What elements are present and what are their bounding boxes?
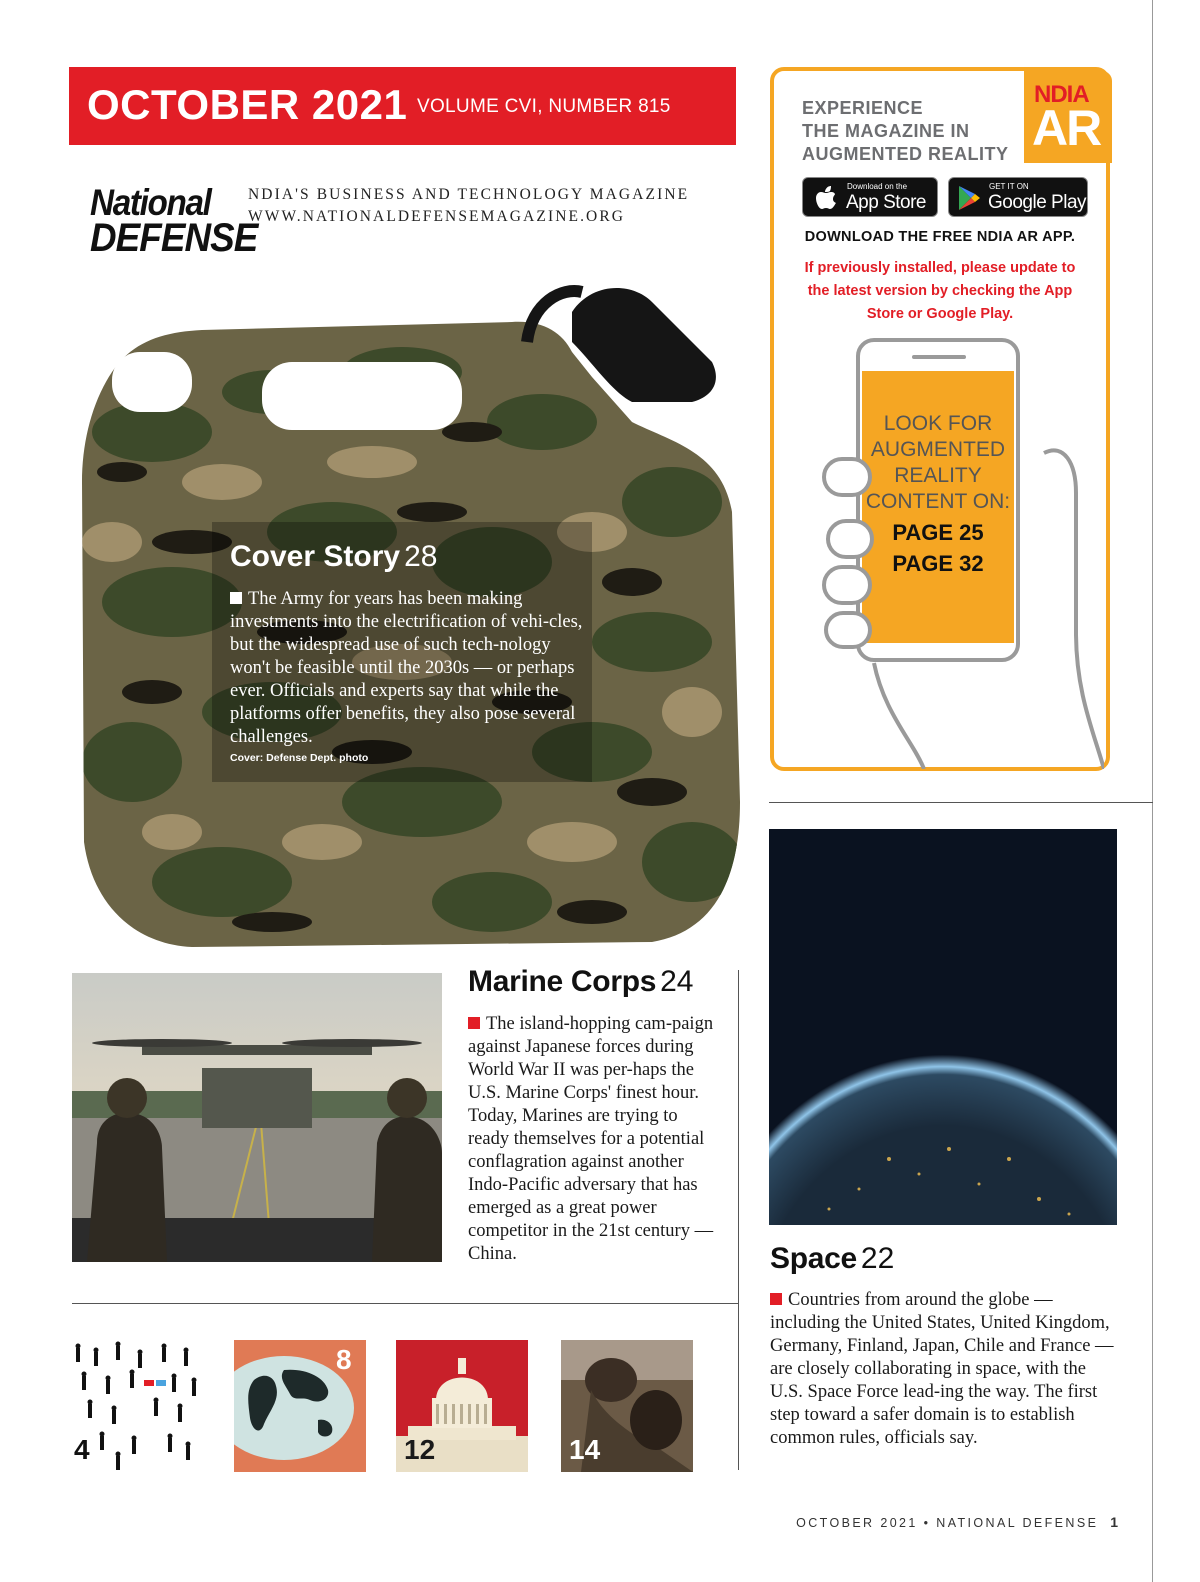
ar-heading (802, 97, 1009, 166)
thumbnail-page-8[interactable] (234, 1340, 366, 1472)
cover-photo-credit: Cover: Defense Dept. photo (230, 752, 369, 764)
ar-heading-line-3: AUGMENTED REALITY (802, 144, 1009, 164)
look-line-3: REALITY (894, 464, 982, 487)
ar-promo-box (770, 67, 1110, 771)
space-earth-photo (769, 829, 1117, 1225)
app-store-small-label: Download on the (847, 182, 908, 191)
cover-story-title: Cover Story (230, 540, 401, 573)
app-store-button[interactable] (802, 177, 938, 217)
ar-heading-line-2: THE MAGAZINE IN (802, 121, 970, 141)
thumbnail-page-number: 4 (74, 1434, 90, 1465)
look-line-2: AUGMENTED (870, 438, 1006, 461)
center-vertical-divider (738, 970, 739, 1470)
left-column-divider (72, 1303, 738, 1304)
google-play-label: Google Play (988, 192, 1087, 213)
ar-update-text: If previously installed, please update to the latest version by checking the App Store or Google Play. (804, 260, 1076, 322)
phone-screen-text (858, 411, 1018, 579)
cover-story-heading (230, 540, 437, 574)
website-url[interactable]: WWW.NATIONALDEFENSEMAGAZINE.ORG (248, 208, 626, 225)
thumbnail-page-4[interactable] (72, 1340, 204, 1472)
bullet-square-icon (230, 592, 242, 604)
marine-corps-photo (72, 973, 442, 1262)
ndia-badge-ar: AR (1032, 100, 1101, 156)
tagline-text: NDIA'S BUSINESS AND TECHNOLOGY MAGAZINE (248, 186, 690, 203)
cover-story-summary: The Army for years has been making investments into the electrification of vehi-cles, but the widespread use of such tech-nology won't be feasible until the 2030s — or perhaps ever. Officials and experts say that while the platforms offer benefits, they also pose several challenges. (230, 589, 583, 747)
thumbnail-page-number: 14 (569, 1434, 601, 1465)
thumbnail-page-number: 8 (336, 1344, 352, 1375)
ar-heading-line-1: EXPERIENCE (802, 98, 924, 118)
logo-line-2: DEFENSE (90, 216, 258, 261)
ar-page-2: PAGE 32 (892, 551, 984, 576)
marine-corps-heading (468, 965, 693, 999)
cover-story-text-block (230, 588, 590, 749)
google-play-button[interactable] (948, 177, 1088, 217)
page-footer (796, 1514, 1118, 1530)
ndia-badge-top: NDIA (1034, 81, 1089, 108)
masthead-tagline (248, 184, 689, 228)
footer-text: OCTOBER 2021 • NATIONAL DEFENSE (796, 1516, 1099, 1530)
issue-date: OCTOBER 2021 (87, 81, 408, 128)
app-store-label: App Store (846, 192, 926, 213)
space-title: Space (770, 1242, 857, 1275)
page-edge-rule (1152, 0, 1153, 1582)
look-line-4: CONTENT ON: (865, 490, 1011, 513)
apple-icon (815, 186, 837, 210)
space-text-block (770, 1289, 1115, 1450)
logo-line-1: National (90, 182, 211, 223)
footer-page-number: 1 (1110, 1514, 1118, 1530)
space-summary: Countries from around the globe — including the United States, United Kingdom, Germany, Finland, Japan, Chile and France — are closely collaborating in space, with the U.S. Space Force lead-ing the way. The first step toward a safer domain is to establish common rules, officials say. (770, 1290, 1114, 1448)
cover-story-page: 28 (404, 540, 438, 573)
google-play-icon (957, 185, 981, 211)
space-heading (770, 1242, 894, 1276)
marine-corps-title: Marine Corps (468, 965, 657, 998)
ar-page-1: PAGE 25 (892, 520, 984, 545)
ndia-ar-badge (1024, 71, 1112, 163)
google-play-small-label: GET IT ON (989, 182, 1029, 191)
magazine-logo (90, 182, 258, 261)
marine-corps-page: 24 (660, 965, 694, 998)
marine-corps-summary: The island-hopping cam-paign against Japanese forces during World War II was per-haps the U.S. Marine Corps' finest hour. Today, Marines are trying to ready themselves for a potential conflagration against another Indo-Pacific adversary that has emerged as a great power competitor in the 21st century — China. (468, 1014, 714, 1264)
space-page: 22 (860, 1242, 895, 1275)
right-column-divider (769, 802, 1153, 803)
issue-header-bar (69, 67, 736, 145)
issue-volume: VOLUME CVI, NUMBER 815 (417, 96, 671, 117)
thumbnail-page-14[interactable] (561, 1340, 693, 1472)
ar-download-text: DOWNLOAD THE FREE NDIA AR APP. (804, 229, 1076, 245)
bullet-square-icon (770, 1293, 782, 1305)
bullet-square-icon (468, 1017, 480, 1029)
marine-corps-text-block (468, 1013, 718, 1266)
thumbnail-page-number: 12 (404, 1434, 436, 1465)
people-network-illustration (72, 1340, 204, 1472)
look-line-1: LOOK FOR (883, 412, 993, 435)
thumbnail-page-12[interactable] (396, 1340, 528, 1472)
